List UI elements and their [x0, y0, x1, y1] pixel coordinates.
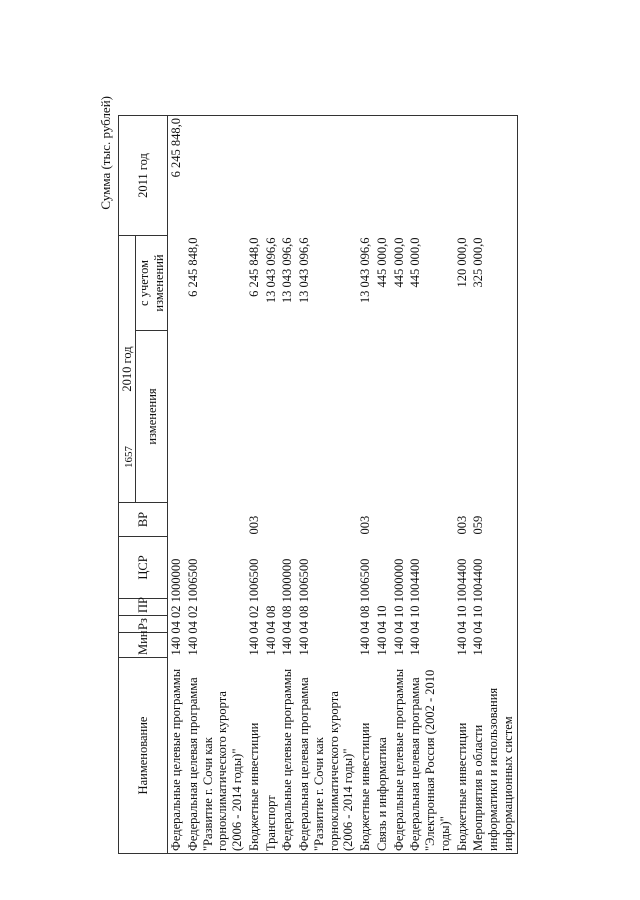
- row-with-changes: 13 043 096,6: [280, 237, 295, 304]
- table-row: [407, 115, 453, 853]
- table-row: [454, 115, 471, 853]
- row-with-changes: 13 043 096,6: [297, 237, 312, 304]
- row-2011: [246, 115, 263, 235]
- row-changes: [454, 331, 471, 503]
- table-row: [374, 115, 391, 853]
- row-name: Бюджетные инвестиции: [357, 658, 374, 854]
- row-vr: 003: [454, 515, 469, 535]
- row-with-changes: 325 000,0: [470, 235, 517, 330]
- row-vr: [168, 503, 185, 537]
- row-name: Федеральные целевые программы: [391, 658, 408, 854]
- table-row: [263, 115, 280, 853]
- table-body: [168, 115, 518, 853]
- row-code: 140 04 10 1004400: [408, 558, 423, 656]
- table-row: [185, 115, 246, 853]
- row-name: Мероприятия в области информатики и использования информационных систем: [470, 658, 517, 854]
- row-code: 140 04 08: [263, 605, 278, 656]
- row-changes: [407, 331, 453, 503]
- header-year-2011: 2011 год: [119, 115, 168, 235]
- row-name: Бюджетные инвестиции: [454, 658, 471, 854]
- row-with-changes: 445 000,0: [374, 237, 389, 288]
- row-vr: [391, 503, 408, 537]
- table-row: [296, 115, 357, 853]
- header-min: Мин: [119, 633, 168, 658]
- row-vr: [296, 503, 357, 537]
- row-changes: [374, 331, 391, 503]
- table-row: [391, 115, 408, 853]
- row-changes: [246, 331, 263, 503]
- row-changes: [168, 331, 185, 503]
- header-csr: ЦСР: [119, 537, 168, 599]
- row-changes: [296, 331, 357, 503]
- row-name: Бюджетные инвестиции: [246, 658, 263, 854]
- row-2011: [279, 115, 296, 235]
- row-with-changes: 13 043 096,6: [263, 237, 278, 304]
- table-header: [119, 115, 168, 853]
- rotated-content: [90, 90, 590, 900]
- table-row: [168, 115, 185, 853]
- row-name: Транспорт: [263, 658, 280, 854]
- row-name: Федеральная целевая программа "Развитие г. Сочи как горноклиматического курорта (2006 - 2014 годы)": [185, 658, 246, 854]
- row-changes: [279, 331, 296, 503]
- row-code: 140 04 02 1006500: [246, 558, 261, 656]
- row-changes: [391, 331, 408, 503]
- row-code: 140 04 10 1004400: [454, 558, 469, 656]
- row-changes: [357, 331, 374, 503]
- row-name: Федеральные целевые программы: [168, 658, 185, 854]
- row-code: 140 04 08 1006500: [297, 558, 312, 656]
- header-changes: изменения: [136, 331, 168, 503]
- row-name: Связь и информатика: [374, 658, 391, 854]
- header-pr: ПР: [119, 599, 168, 616]
- row-name: Федеральные целевые программы: [279, 658, 296, 854]
- table-row: [470, 115, 517, 853]
- row-code: 140 04 10: [374, 605, 389, 656]
- row-changes: [470, 331, 517, 503]
- row-2011: [374, 115, 391, 235]
- row-changes: [263, 331, 280, 503]
- row-code: 140 04 10 1000000: [391, 558, 406, 656]
- row-changes: [185, 331, 246, 503]
- row-code: 140 04 08 1000000: [280, 558, 295, 656]
- row-vr: 059: [470, 503, 517, 537]
- row-vr: [407, 503, 453, 537]
- header-rz: Рз: [119, 616, 168, 633]
- row-name: Федеральная целевая программа "Развитие г. Сочи как горноклиматического курорта (2006 - 2014 годы)": [296, 658, 357, 854]
- row-vr: [374, 503, 391, 537]
- row-code: 140 04 10 1004400: [470, 537, 517, 658]
- row-code: 140 04 02 1006500: [185, 558, 200, 656]
- row-with-changes: 445 000,0: [391, 237, 406, 288]
- row-vr: 003: [246, 515, 261, 535]
- row-code: 140 04 08 1006500: [358, 558, 373, 656]
- row-2011: [296, 115, 357, 235]
- table-row: [357, 115, 374, 853]
- row-2011: 6 245 848,0: [168, 115, 185, 235]
- row-vr: 003: [358, 515, 373, 535]
- budget-table: [118, 115, 518, 854]
- page-number: 1657: [123, 446, 135, 468]
- table-row: [279, 115, 296, 853]
- row-with-changes: [168, 235, 185, 330]
- row-vr: [279, 503, 296, 537]
- row-name: Федеральная целевая программа "Электронная Россия (2002 - 2010 годы)": [407, 658, 453, 854]
- row-vr: [263, 503, 280, 537]
- row-code: 140 04 02 1000000: [169, 558, 184, 656]
- row-2011: [454, 115, 471, 235]
- row-with-changes: 6 245 848,0: [185, 237, 200, 297]
- row-with-changes: 120 000,0: [454, 237, 469, 288]
- row-2011: [185, 115, 246, 235]
- units-label: Сумма (тыс. рублей): [98, 96, 113, 210]
- header-vr: ВР: [119, 503, 168, 537]
- row-2011: [263, 115, 280, 235]
- row-2011: [357, 115, 374, 235]
- row-vr: [185, 503, 246, 537]
- table-row: [246, 115, 263, 853]
- row-2011: [391, 115, 408, 235]
- header-name: Наименование: [119, 658, 168, 854]
- row-2011: [407, 115, 453, 235]
- header-year-2010: 2010 год: [119, 235, 136, 502]
- row-2011: [470, 115, 517, 235]
- row-with-changes: 445 000,0: [408, 237, 423, 288]
- row-with-changes: 13 043 096,6: [358, 237, 373, 304]
- header-with-changes: с учетом изменений: [136, 235, 168, 330]
- row-with-changes: 6 245 848,0: [246, 237, 261, 297]
